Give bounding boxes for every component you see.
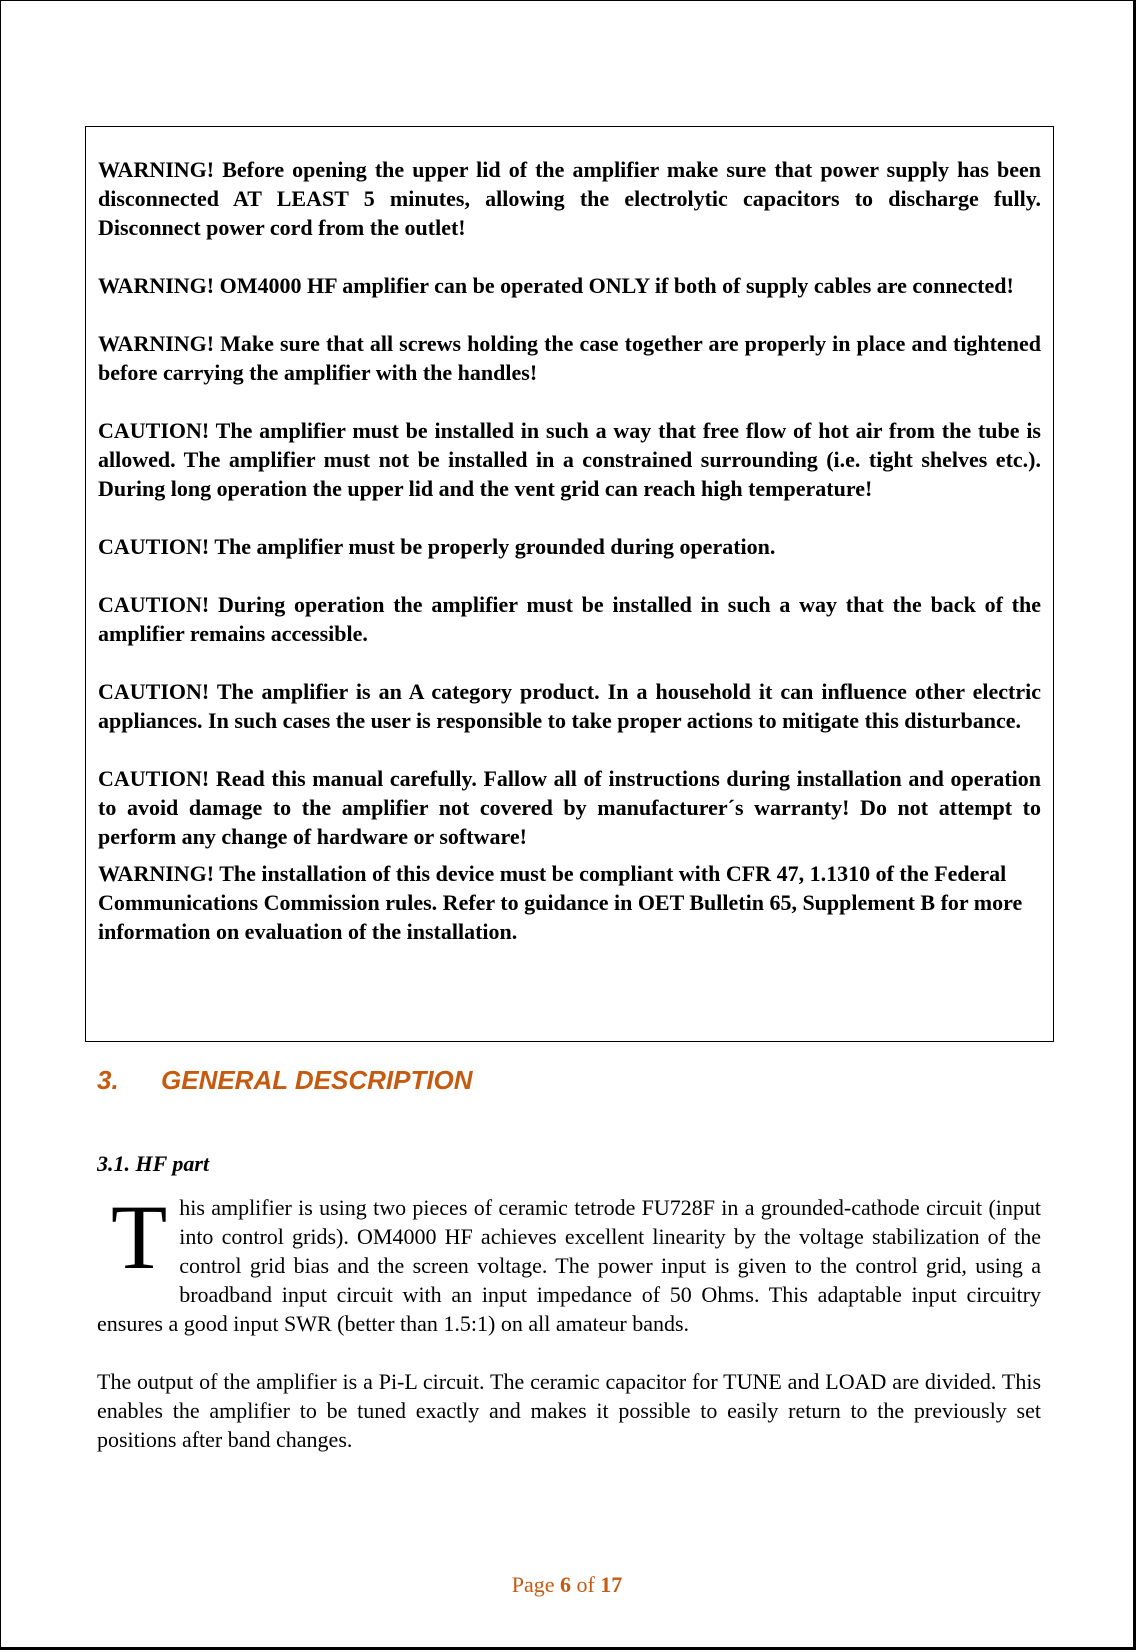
page-number: 6 bbox=[559, 1572, 571, 1597]
warning-paragraph: WARNING! Before opening the upper lid of the amplifier make sure that power supply has been disconnected AT LEAST 5 minutes, allowing the electrolytic capacitors to discharge fully. Disconnect power cord from the outlet! bbox=[98, 157, 1041, 240]
section-heading bbox=[97, 1065, 473, 1096]
page-total: 17 bbox=[600, 1572, 623, 1597]
page-label: Page bbox=[511, 1572, 555, 1597]
body-text bbox=[97, 1186, 1041, 1483]
drop-cap: T bbox=[111, 1186, 168, 1288]
subsection-heading: 3.1. HF part bbox=[97, 1151, 210, 1176]
body-paragraph bbox=[97, 1186, 1041, 1338]
body-paragraph: The output of the amplifier is a Pi-L circuit. The ceramic capacitor for TUNE and LOAD are divided. This enables the amplifier to be tuned exactly and makes it possible to easily return to the previously set positions after band changes. bbox=[97, 1369, 1041, 1452]
caution-paragraph: CAUTION! The amplifier is an A category product. In a household it can influence other electric appliances. In such cases the user is responsible to take proper actions to mitigate this disturbance. bbox=[98, 679, 1041, 733]
paragraph-text: his amplifier is using two pieces of ceramic tetrode FU728F in a grounded-cathode circuit (input into control grids). OM4000 HF achieves excellent linearity by the voltage stabilization of the control grid bias and the screen voltage. The power input is given to the control grid, using a broadband input circuit with an input impedance of 50 Ohms. This adaptable input circuitry ensures a good input SWR (better than 1.5:1) on all amateur bands. bbox=[97, 1195, 1041, 1336]
caution-paragraph: CAUTION! Read this manual carefully. Fallow all of instructions during installation and operation to avoid damage to the amplifier not covered by manufacturer´s warranty! Do not attempt to perform any change of hardware or software! bbox=[98, 766, 1041, 849]
section-number: 3. bbox=[97, 1065, 119, 1095]
caution-paragraph: CAUTION! The amplifier must be properly grounded during operation. bbox=[98, 534, 776, 559]
warning-paragraph: WARNING! Make sure that all screws holding the case together are properly in place and tightened before carrying the amplifier with the handles! bbox=[98, 331, 1041, 385]
page-footer bbox=[1, 1572, 1133, 1598]
fcc-warning-paragraph: WARNING! The installation of this device must be compliant with CFR 47, 1.1310 of the Federal Communications Commission rules. Refer to guidance in OET Bulletin 65, Supplement B for more information on evaluation of the installation. bbox=[98, 861, 1023, 944]
section-title: GENERAL DESCRIPTION bbox=[161, 1065, 473, 1095]
caution-paragraph: CAUTION! During operation the amplifier must be installed in such a way that the back of the amplifier remains accessible. bbox=[98, 592, 1041, 646]
warning-paragraph: WARNING! OM4000 HF amplifier can be operated ONLY if both of supply cables are connected! bbox=[98, 273, 1014, 298]
of-label: of bbox=[576, 1572, 595, 1597]
warning-box bbox=[85, 126, 1054, 1042]
caution-paragraph: CAUTION! The amplifier must be installed in such a way that free flow of hot air from the tube is allowed. The amplifier must not be installed in a constrained surrounding (i.e. tight shelves etc.). During long operation the upper lid and the vent grid can reach high temperature! bbox=[98, 418, 1041, 501]
